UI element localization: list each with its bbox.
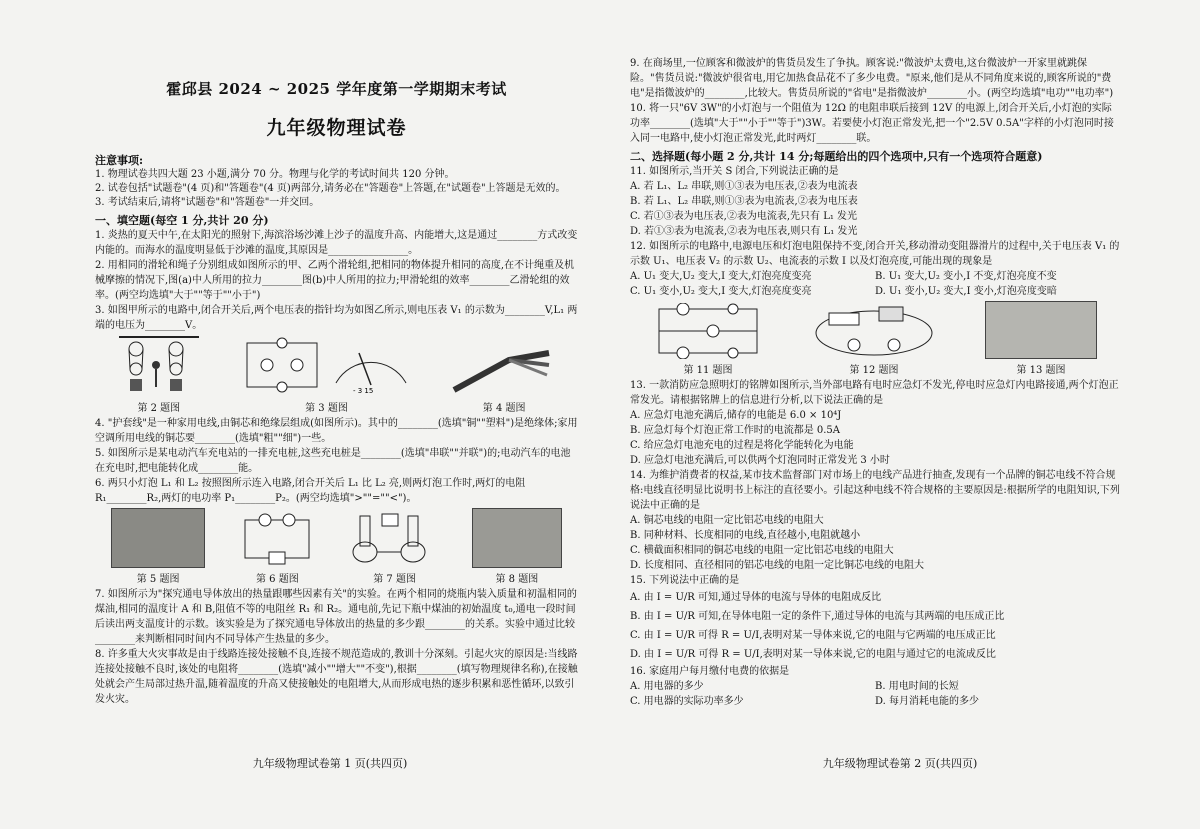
figure-caption: 第 3 题图 [305, 403, 348, 414]
options-grid [630, 679, 1120, 709]
notice-item: 3. 考试结束后,请将"试题卷"和"答题卷"一并交回。 [95, 197, 320, 208]
option: B. U₁ 变大,U₂ 变小,I 不变,灯泡亮度不变 [875, 271, 1057, 282]
option: C. 由 I = U/R 可得 R = U/I,表明对某一导体来说,它的电阻与它两端的电压成正比 [630, 630, 996, 641]
wire-illustration [449, 335, 559, 397]
bulb-circuit [237, 510, 317, 568]
figure-row-2 [95, 508, 578, 585]
question-13: 13. 一款消防应急照明灯的铭牌如图所示,当外部电路有电时应急灯不发光,停电时应急灯内电路接通,两个灯泡正常发光。请根据铭牌上的信息进行分析,以下说法正确的是 [630, 380, 1119, 406]
nameplate-photo [985, 301, 1097, 359]
option: B. 应急灯每个灯泡正常工作时的电流都是 0.5A [630, 425, 841, 436]
question-11: 11. 如图所示,当开关 S 闭合,下列说法正确的是 [630, 166, 839, 177]
option: A. 由 I = U/R 可知,通过导体的电流与导体的电阻成反比 [630, 592, 882, 603]
option: C. U₁ 变小,U₂ 变大,I 变大,灯泡亮度变亮 [630, 286, 812, 297]
figure-circuit-voltmeter [241, 335, 411, 414]
question-1: 1. 炎热的夏天中午,在太阳光的照射下,海滨浴场沙滩上沙子的温度升高、内能增大,这是通过________方式改变内能的。而海水的温度明显低于沙滩的温度,其原因是________________。 [95, 230, 578, 256]
question-2: 2. 用相同的滑轮和绳子分别组成如图所示的甲、乙两个滑轮组,把相同的物体提升相同的高度,在不计绳重及机械摩擦的情况下,图(a)中人所用的拉力________图(b)中人所用的拉力;甲滑轮组的效率________乙滑轮组的效率。(两空均选填"大于""等于""小于") [95, 260, 575, 301]
options-grid [630, 269, 1120, 299]
figure-q11-circuit [653, 303, 763, 376]
page-right [600, 0, 1200, 829]
question-16: 16. 家庭用户每月缴付电费的依据是 [630, 666, 790, 677]
figure-q12-circuit [809, 303, 939, 376]
circuit-diagram [241, 335, 411, 397]
option: A. 应急灯电池充满后,储存的电能是 6.0 × 10⁴J [630, 410, 842, 421]
figure-caption: 第 5 题图 [136, 574, 180, 585]
figure-caption: 第 11 题图 [683, 365, 733, 376]
figure-caption: 第 2 题图 [137, 403, 181, 414]
question-15: 15. 下列说法中正确的是 [630, 575, 740, 586]
option: C. 横截面积相同的铜芯电线的电阻一定比铝芯电线的电阻大 [630, 545, 894, 556]
option: A. 用电器的多少 [630, 681, 704, 692]
option: C. 用电器的实际功率多少 [630, 696, 744, 707]
question-10: 10. 将一只"6V 3W"的小灯泡与一个阻值为 12Ω 的电阻串联后接到 12V 的电源上,闭合开关后,小灯泡的实际功率________(选填"大于""小于""等于")3W。若要使小灯泡正常发光,把一个"2.5V 0.5A"字样的小灯泡同时接入同一电路中,使小灯泡正常发光,此时两灯________联。 [630, 103, 1114, 144]
question-8: 8. 许多重大火灾事故是由于线路连接处接触不良,连接不规范造成的,教训十分深刻。引起火灾的原因是:当线路连接处接触不良时,该处的电阻将________(选填"减小""增大""不变"),根据________(填写物理规律名称),在接触处就会产生局部过热升温,随着温度的升高又使接触处的电阻增大,从而形成电热的逐步积累和恶性循环,以致引发火灾。 [95, 649, 578, 705]
pulley-diagram [114, 335, 204, 397]
option: D. 每月消耗电能的多少 [875, 696, 980, 707]
option: C. 若①③表为电压表,②表为电流表,先只有 L₁ 发光 [630, 211, 858, 222]
page-footer: 九年级物理试卷第 2 页(共四页) [822, 757, 978, 770]
page-footer: 九年级物理试卷第 1 页(共四页) [252, 757, 408, 770]
exam-title: 霍邱县 2024 ~ 2025 学年度第一学期期末考试 [166, 80, 507, 98]
charging-station-photo [111, 508, 205, 568]
notice-heading: 注意事项: [95, 154, 144, 167]
question-6: 6. 两只小灯泡 L₁ 和 L₂ 按照图所示连入电路,闭合开关后 L₁ 比 L₂ 亮,则两灯泡工作时,两灯的电阻 R₁________R₂,两灯的电功率 P₁________P₂。(两空均选填">""=""<")。 [95, 478, 526, 504]
option: B. 同种材料、长度相同的电线,直径越小,电阻就越小 [630, 530, 861, 541]
meter-circuit [653, 303, 763, 359]
notice-item: 1. 物理试卷共四大题 23 小题,满分 70 分。物理与化学的考试时间共 120 分钟。 [95, 169, 455, 180]
figure-row-1 [95, 335, 578, 414]
option: D. U₁ 变小,U₂ 变大,I 变小,灯泡亮度变暗 [875, 286, 1057, 297]
exam-subtitle: 九年级物理试卷 [266, 117, 407, 139]
notice-item: 2. 试卷包括"试题卷"(4 页)和"答题卷"(4 页)两部分,请务必在"答题卷"上答题,在"试题卷"上答题是无效的。 [95, 183, 566, 194]
option: B. 若 L₁、L₂ 串联,则①③表为电流表,②表为电压表 [630, 196, 858, 207]
section-heading: 一、填空题(每空 1 分,共计 20 分) [95, 214, 269, 227]
figure-sheathed-wire [449, 335, 559, 414]
question-14: 14. 为维护消费者的权益,某市技术监督部门对市场上的电线产品进行抽查,发现有一个品牌的铜芯电线不符合规格:电线直径明显比说明书上标注的直径要小。引起这种电线不符合规格的主要原因是:根据所学的电阻知识,下列说法中正确的是 [630, 470, 1120, 511]
figure-two-bulbs [237, 510, 317, 585]
figure-heat-experiment [350, 510, 440, 585]
option: A. 若 L₁、L₂ 串联,则①③表为电压表,②表为电流表 [630, 181, 858, 192]
figure-row-3 [630, 301, 1120, 376]
section-heading: 二、选择题(每小题 2 分,共计 14 分;每题给出的四个选项中,只有一个选项符合题意) [630, 150, 1043, 163]
burnt-wire-photo [472, 508, 562, 568]
figure-caption: 第 12 题图 [849, 365, 899, 376]
figure-wire-fire [472, 508, 562, 585]
question-4: 4. "护套线"是一种家用电线,由铜芯和绝缘层组成(如图所示)。其中的________(选填"铜""塑料")是绝缘体;家用空调所用电线的铜芯要________(选填"粗""细")一些。 [95, 418, 578, 444]
svg-text:- 3 15: - 3 15 [353, 387, 374, 395]
option: D. 若①③表为电流表,②表为电压表,则只有 L₁ 发光 [630, 226, 858, 237]
flask-experiment [350, 510, 440, 568]
option: C. 给应急灯电池充电的过程是将化学能转化为电能 [630, 440, 854, 451]
figure-caption: 第 6 题图 [256, 574, 299, 585]
question-7: 7. 如图所示为"探究通电导体放出的热量跟哪些因素有关"的实验。在两个相同的烧瓶内装入质量和初温相同的煤油,相同的温度计 A 和 B,阻值不等的电阻丝 R₁ 和 R₂。通电前,先记下瓶中煤油的初始温度 t₀,通电一段时间后读出两支温度计的示数。该实验是为了探究通电导体放出的热量的多少跟________的关系。实验中通过比较________来判断相同时间内不同导体产生热量的多少。 [95, 589, 577, 645]
option: A. 铜芯电线的电阻一定比铝芯电线的电阻大 [630, 515, 824, 526]
option: D. 由 I = U/R 可得 R = U/I,表明对某一导体来说,它的电阻与通过它的电流成反比 [630, 649, 996, 660]
figure-caption: 第 8 题图 [495, 574, 539, 585]
option: D. 长度相同、直径相同的铝芯电线的电阻一定比铜芯电线的电阻大 [630, 560, 925, 571]
question-5: 5. 如图所示是某电动汽车充电站的一排充电桩,这些充电桩是________(选填"串联""并联")的;电动汽车的电池在充电时,把电能转化成________能。 [95, 448, 571, 474]
option: B. 由 I = U/R 可知,在导体电阻一定的条件下,通过导体的电流与其两端的电压成正比 [630, 611, 1005, 622]
figure-charging-station [111, 508, 205, 585]
figure-pulleys [114, 335, 204, 414]
figure-caption: 第 7 题图 [373, 574, 416, 585]
question-12: 12. 如图所示的电路中,电源电压和灯泡电阻保持不变,闭合开关,移动滑动变阻器滑片的过程中,关于电压表 V₁ 的示数 U₁、电压表 V₂ 的示数 U₂、电流表的示数 I 以及灯泡亮度,可能出现的现象是 [630, 241, 1120, 267]
figure-caption: 第 13 题图 [1016, 365, 1066, 376]
option: D. 应急灯电池充满后,可以供两个灯泡同时正常发光 3 小时 [630, 455, 890, 466]
figure-q13-label [985, 301, 1097, 376]
option: A. U₁ 变大,U₂ 变大,I 变大,灯泡亮度变亮 [630, 271, 812, 282]
rheostat-circuit [809, 303, 939, 359]
option: B. 用电时间的长短 [875, 681, 959, 692]
figure-caption: 第 4 题图 [482, 403, 526, 414]
question-9: 9. 在商场里,一位顾客和微波炉的售货员发生了争执。顾客说:"微波炉太费电,这台微波炉一开家里就跳保险。"售货员说:"微波炉很省电,用它加热食品花不了多少电费。"原来,他们是从不同角度来说的,顾客所说的"费电"是指微波炉的________,比较大。售货员所说的"省电"是指微波炉________小。(两空均选填"电功""电功率") [630, 58, 1114, 99]
question-3: 3. 如图甲所示的电路中,闭合开关后,两个电压表的指针均为如图乙所示,则电压表 V₁ 的示数为________V,L₁ 两端的电压为________V。 [95, 305, 578, 331]
